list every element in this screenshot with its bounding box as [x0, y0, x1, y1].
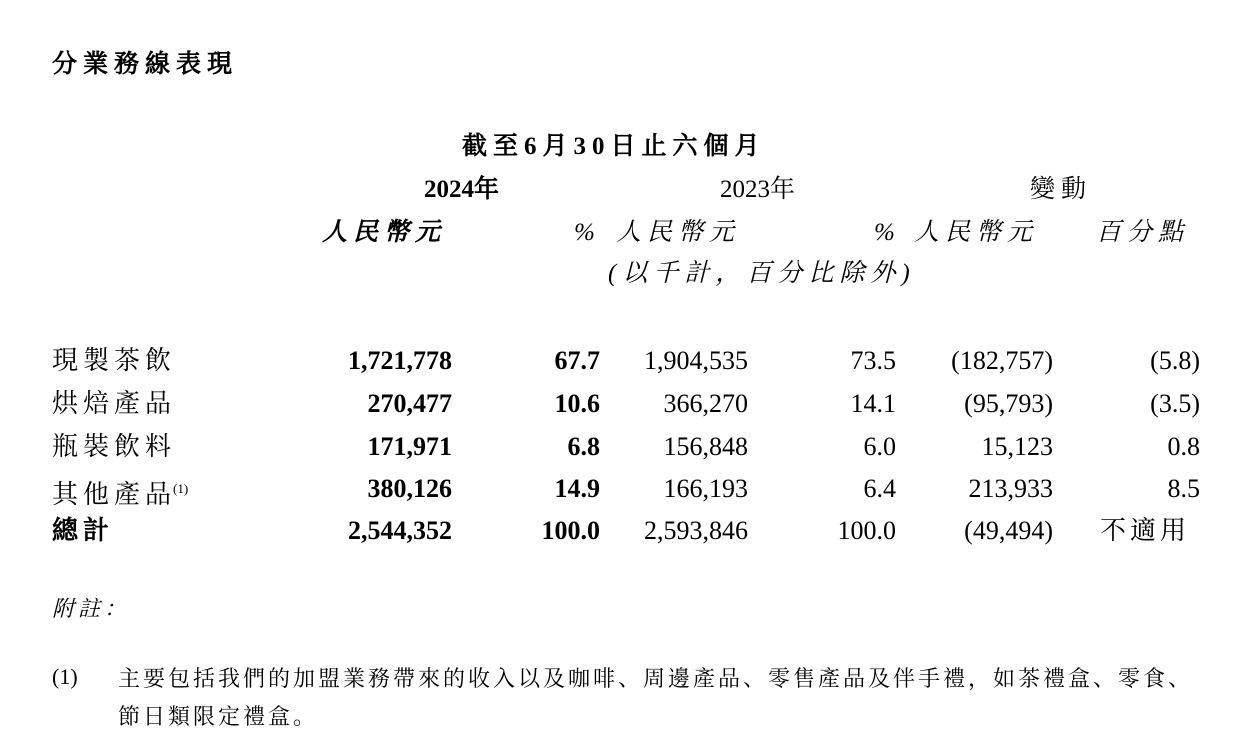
row-label: 烘焙產品 — [52, 389, 177, 418]
cell-rmb-2023: 2,593,846 — [644, 516, 748, 545]
cell-ppt-change: 不適用 — [1099, 516, 1190, 545]
cell-rmb-2024: 270,477 — [367, 389, 452, 418]
cell-ppt-change: 0.8 — [1167, 432, 1200, 461]
cell-pct-2024: 6.8 — [567, 432, 600, 461]
change-heading: 變動 — [1030, 176, 1093, 203]
cell-rmb-2023: 166,193 — [663, 474, 748, 503]
cell-rmb-change: (95,793) — [964, 389, 1053, 418]
cell-rmb-change: 15,123 — [981, 432, 1053, 461]
cell-ppt-change: (3.5) — [1150, 389, 1200, 418]
footnote-marker: (1) — [52, 664, 78, 689]
cell-pct-2023: 6.4 — [863, 474, 896, 503]
cell-rmb-2024: 2,544,352 — [348, 516, 452, 545]
row-label: 瓶裝飲料 — [52, 432, 177, 461]
section-title: 分業務線表現 — [52, 51, 239, 78]
cell-rmb-change: (49,494) — [964, 516, 1053, 545]
row-label: 其他產品$^{(1)}$ — [52, 480, 189, 509]
cell-rmb-2024: 380,126 — [367, 474, 452, 503]
year-2023-heading: 2023年 — [720, 176, 796, 203]
table-row — [0, 469, 1252, 509]
col-ppt-change-heading: 百分點 — [1096, 219, 1190, 246]
table-row-total — [0, 511, 1252, 551]
cell-pct-2023: 73.5 — [850, 346, 896, 375]
cell-rmb-change: (182,757) — [951, 346, 1053, 375]
cell-pct-2024: 100.0 — [541, 516, 600, 545]
cell-rmb-2024: 171,971 — [367, 432, 452, 461]
col-pct-2023-heading: % — [874, 219, 895, 246]
cell-pct-2023: 100.0 — [837, 516, 896, 545]
cell-rmb-2023: 1,904,535 — [644, 346, 748, 375]
footnote-text: 主要包括我們的加盟業務帶來的收入以及咖啡、周邊產品、零售產品及伴手禮，如茶禮盒、零食、節日類限定禮盒。 — [118, 666, 1194, 729]
col-rmb-2023-heading: 人民幣元 — [616, 219, 741, 246]
cell-rmb-2023: 366,270 — [663, 389, 748, 418]
cell-rmb-2024: 1,721,778 — [348, 346, 452, 375]
cell-ppt-change: (5.8) — [1150, 346, 1200, 375]
cell-pct-2023: 14.1 — [850, 389, 896, 418]
cell-pct-2024: 14.9 — [554, 474, 600, 503]
period-heading: 截至6月30日止六個月 — [462, 133, 766, 160]
col-pct-2024-heading: % — [574, 219, 595, 246]
table-row — [0, 341, 1252, 381]
col-rmb-change-heading: 人民幣元 — [914, 219, 1039, 246]
row-label: 總計 — [52, 516, 115, 545]
year-2024-heading: 2024年 — [424, 176, 500, 203]
cell-pct-2023: 6.0 — [863, 432, 896, 461]
cell-rmb-change: 213,933 — [968, 474, 1053, 503]
cell-pct-2024: 10.6 — [554, 389, 600, 418]
col-rmb-2024-heading: 人民幣元 — [322, 219, 447, 246]
row-label: 現製茶飲 — [52, 346, 177, 375]
cell-ppt-change: 8.5 — [1167, 474, 1200, 503]
table-row — [0, 384, 1252, 424]
footnote-ref: (1) — [173, 481, 189, 496]
units-note: (以千計，百分比除外) — [608, 260, 916, 287]
table-row — [0, 427, 1252, 467]
notes-label: 附註： — [52, 596, 131, 621]
cell-pct-2024: 67.7 — [554, 346, 600, 375]
cell-rmb-2023: 156,848 — [663, 432, 748, 461]
